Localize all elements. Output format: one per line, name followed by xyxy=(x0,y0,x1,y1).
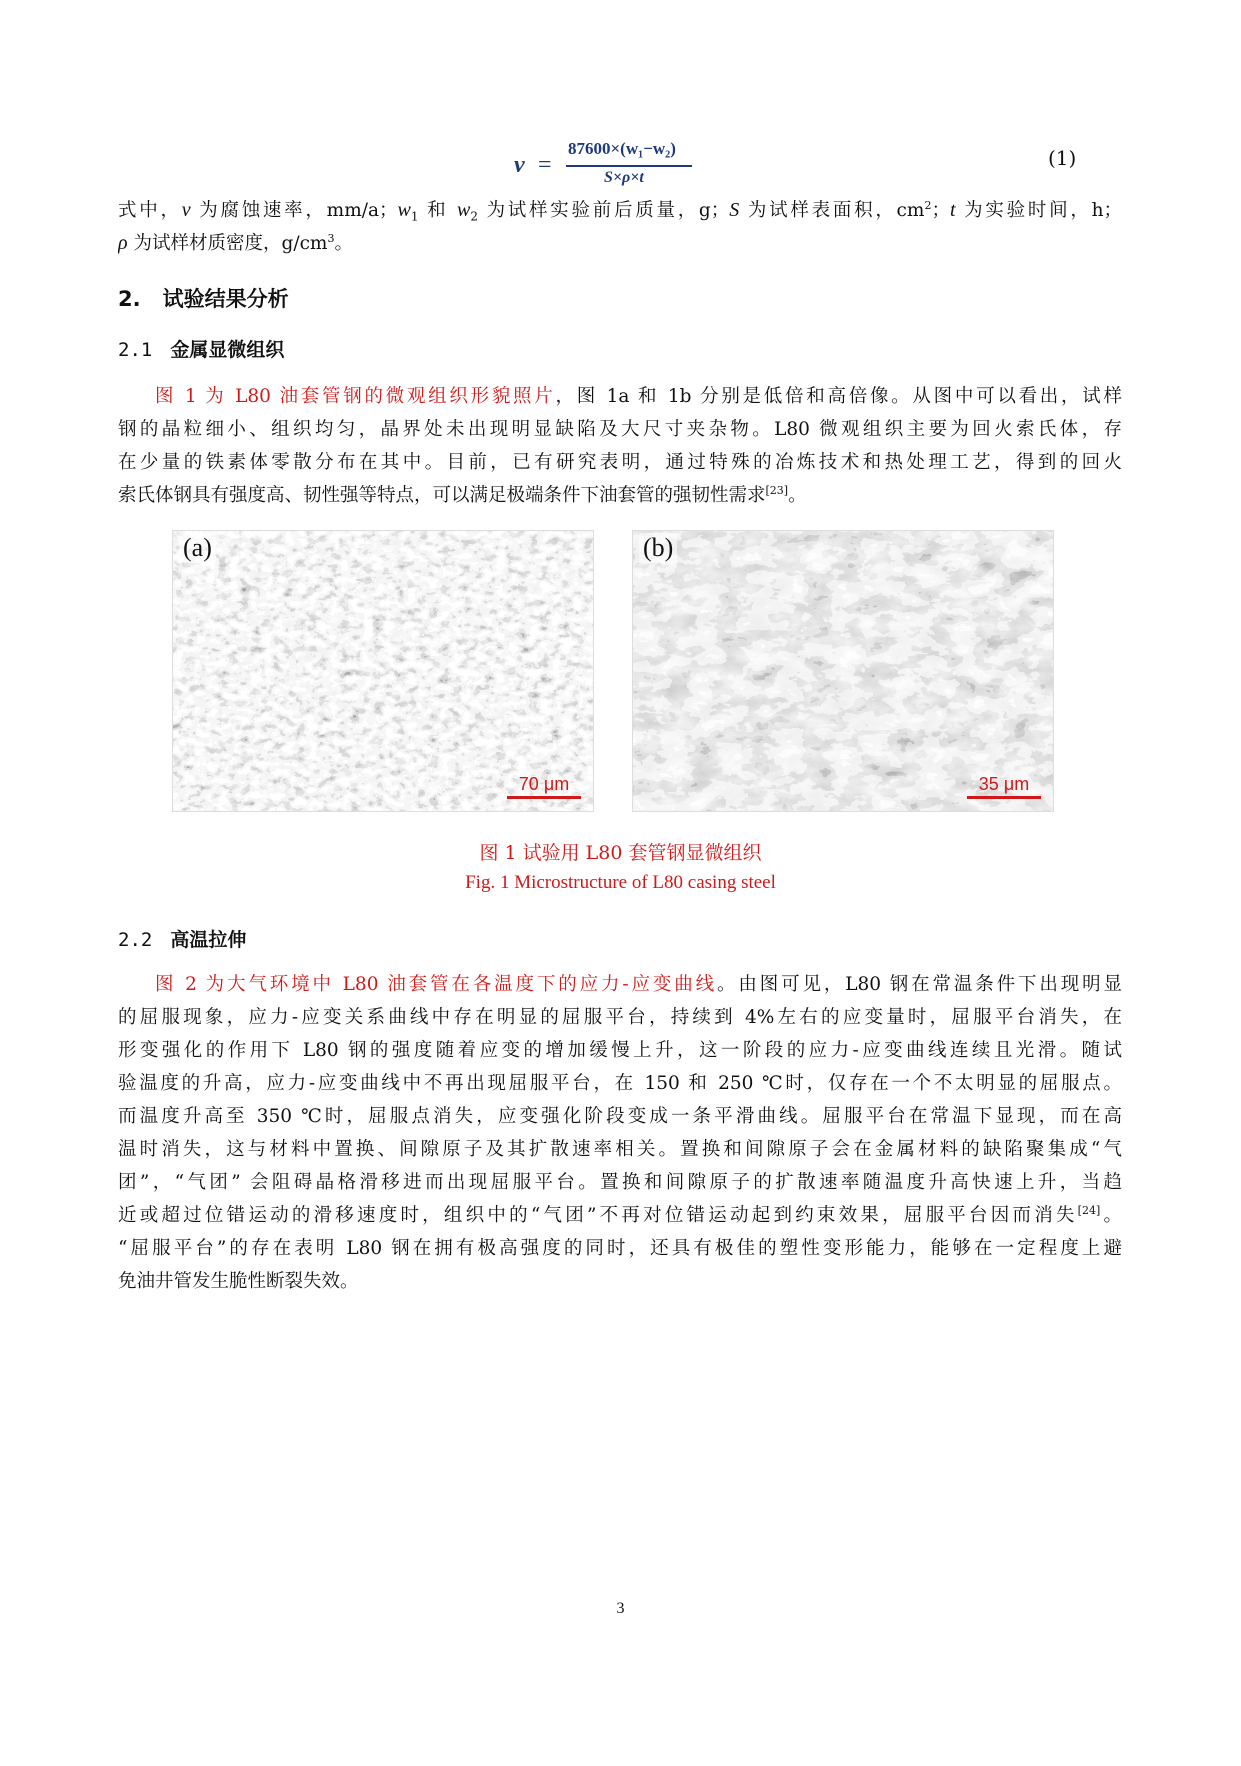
fraction-bar xyxy=(566,165,692,167)
micro-line-1: 图 1 为 L80 油套管钢的微观组织形貌照片，图 1a 和 1b 分别是低倍和高倍像。从图中可以看出，试样 xyxy=(155,386,1122,407)
micro-line-3: 在少量的铁素体零散分布在其中。目前，已有研究表明，通过特殊的冶炼技术和热处理工艺，得到的回火 xyxy=(118,452,1122,473)
tensile-line-3: 形变强化的作用下 L80 钢的强度随着应变的增加缓慢上升，这一阶段的应力-应变曲线连续且光滑。随试 xyxy=(118,1040,1122,1061)
formula-lhs: v xyxy=(514,152,525,178)
explanation-line-2: ρ 为试样材质密度，$g/cm^3$。 xyxy=(118,231,353,254)
scale-bar-b xyxy=(967,774,1041,799)
corrosion-rate-formula xyxy=(514,138,690,192)
micrograph-a-texture xyxy=(173,531,593,811)
micrograph-high-magnification xyxy=(632,530,1054,812)
tensile-line-6: 温时消失，这与材料中置换、间隙原子及其扩散速率相关。置换和间隙原子会在金属材料的缺陷聚集成“气 xyxy=(118,1139,1122,1160)
scale-text-b: 35 μm xyxy=(978,774,1030,794)
tensile-line-7: 团”，“气团” 会阻碍晶格滑移进而出现屈服平台。置换和间隙原子的扩散速率随温度升高快速上升，当趋 xyxy=(118,1172,1122,1193)
micro-line-2: 钢的晶粒细小、组织均匀，晶界处未出现明显缺陷及大尺寸夹杂物。L80 微观组织主要为回火索氏体，存 xyxy=(118,419,1122,440)
panel-b-label: (b) xyxy=(639,533,677,563)
panel-a-label: (a) xyxy=(179,533,216,563)
tensile-line-8: 近或超过位错运动的滑移速度时，组织中的“气团”不再对位错运动起到约束效果，屈服平台因而消失[24]。 xyxy=(118,1203,1122,1226)
page-number: 3 xyxy=(616,1600,625,1617)
formula-number: (1) xyxy=(1048,146,1077,170)
formula-numerator: 87600×(w₁−w₂) xyxy=(568,139,676,158)
microstructure-paragraph xyxy=(118,380,1122,512)
scale-bar-a xyxy=(507,774,581,799)
tensile-line-9: “屈服平台”的存在表明 L80 钢在拥有极高强度的同时，还具有极佳的塑性变形能力，能够在一定程度上避 xyxy=(118,1238,1122,1259)
formula-denominator: S×ρ×t xyxy=(604,169,644,186)
tensile-paragraph xyxy=(118,968,1122,1298)
section-2-1-heading: 2.1 金属显微组织 xyxy=(118,339,285,361)
figure-1-caption-cn: 图 1 试验用 L80 套管钢显微组织 xyxy=(479,842,762,864)
scale-text-a: 70 μm xyxy=(518,774,570,794)
tensile-line-4: 验温度的升高，应力-应变曲线中不再出现屈服平台，在 150 和 250 ℃时，仅存在一个不太明显的屈服点。 xyxy=(118,1073,1122,1094)
tensile-line-2: 的屈服现象，应力-应变关系曲线中存在明显的屈服平台，持续到 4%左右的应变量时，屈服平台消失，在 xyxy=(118,1007,1122,1028)
tensile-line-5: 而温度升高至 350 ℃时，屈服点消失，应变强化阶段变成一条平滑曲线。屈服平台在常温下显现，而在高 xyxy=(118,1106,1122,1127)
micrograph-b-texture xyxy=(633,531,1053,811)
scale-line-b xyxy=(967,796,1041,799)
formula-explanation xyxy=(118,194,1122,260)
micro-line-4: 索氏体钢具有强度高、韧性强等特点，可以满足极端条件下油套管的强韧性需求[23]。 xyxy=(118,483,807,506)
section-2-heading: 2. 试验结果分析 xyxy=(118,287,289,311)
figure-1-caption-en: Fig. 1 Microstructure of L80 casing steel xyxy=(465,872,776,893)
formula-equals: = xyxy=(538,152,552,178)
section-2-2-heading: 2.2 高温拉伸 xyxy=(118,929,247,951)
explanation-line-1: 式中，v 为腐蚀速率，mm/a；$w_1$ 和 $w_2$ 为试样实验前后质量，g；S 为试样表面积，$cm^2$；t 为实验时间，h； xyxy=(118,198,1122,224)
tensile-line-10: 免油井管发生脆性断裂失效。 xyxy=(118,1271,359,1292)
tensile-line-1: 图 2 为大气环境中 L80 油套管在各温度下的应力-应变曲线。由图可见，L80 钢在常温条件下出现明显 xyxy=(155,974,1122,995)
scale-line-a xyxy=(507,796,581,799)
micrograph-low-magnification xyxy=(172,530,594,812)
